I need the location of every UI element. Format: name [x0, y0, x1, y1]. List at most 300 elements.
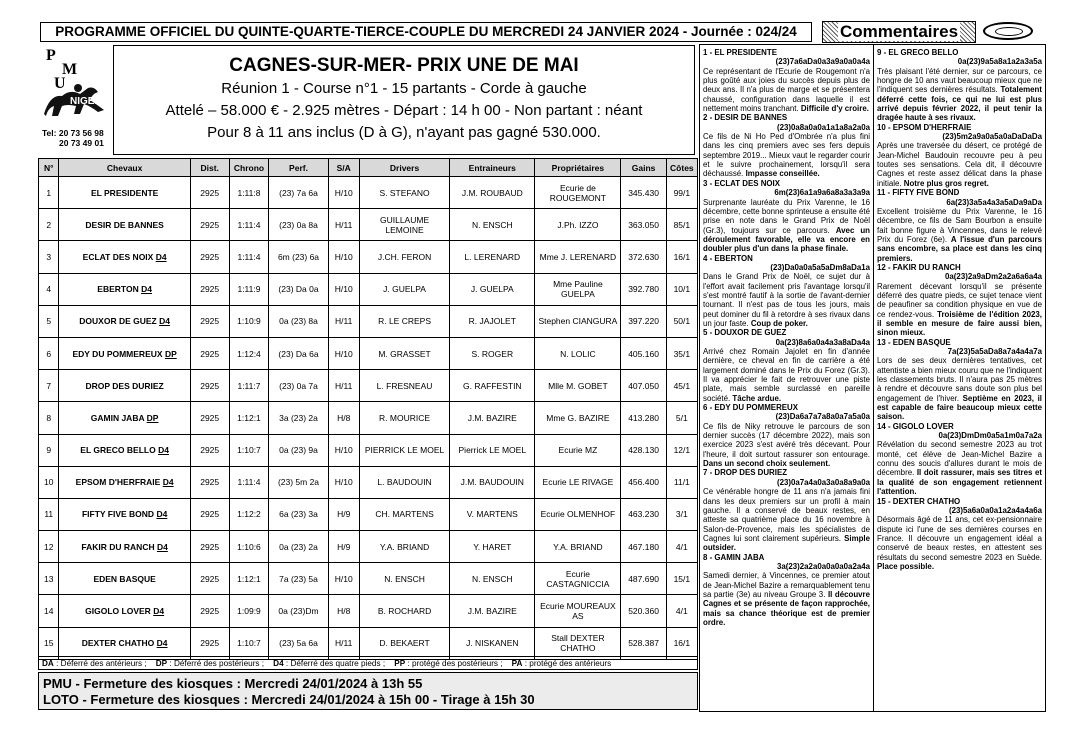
- owner: Ecurie de ROUGEMONT: [535, 177, 621, 209]
- legend-code: PP: [394, 659, 406, 668]
- horse-name: EL PRESIDENTE: [59, 177, 190, 209]
- performance: 6a (23) 3a: [269, 498, 328, 530]
- distance: 2925: [190, 402, 229, 434]
- driver: PIERRICK LE MOEL: [359, 434, 449, 466]
- trainer: V. MARTENS: [450, 498, 535, 530]
- odds: 4/1: [666, 595, 697, 627]
- trainer: J. GUELPA: [450, 273, 535, 305]
- legend-code: PA: [511, 659, 523, 668]
- svg-text:NIGER: NIGER: [70, 96, 102, 107]
- comment-horse: 7 - DROP DES DURIEZ: [703, 468, 788, 478]
- runner-number: 7: [39, 370, 59, 402]
- commentaires-title: Commentaires: [822, 21, 976, 43]
- owner: Stephen CIANGURA: [535, 305, 621, 337]
- odds: 4/1: [666, 531, 697, 563]
- comment-text: Révélation du second semestre 2023 au trot monté, cet élève de Jean-Michel Bazire a connu des soucis d'allures durant le mois de décembre. Il doit rassurer, mais ses titres et la qualité de son engagement retiennent l'attention.: [877, 440, 1042, 497]
- sex-age: H/9: [328, 531, 359, 563]
- odds: 35/1: [666, 337, 697, 369]
- column-header: Propriétaires: [535, 159, 621, 177]
- comment-form-code: 6m(23)6a1a9a6a8a3a3a9a: [774, 188, 870, 198]
- comment-entry: [877, 123, 1042, 188]
- distance: 2925: [190, 241, 229, 273]
- distance: 2925: [190, 434, 229, 466]
- comment-verdict: Impasse conseillée.: [745, 169, 820, 179]
- gains: 520.360: [621, 595, 666, 627]
- comment-text: Ce fils de Ni Ho Ped d'Ombrée n'a plus fini dans les cinq premiers avec ses fers depuis septembre 2019... Mieux vaut le regarder courir et le suivre prochainement, lorsqu'il sera déchaussé. Impasse conseillée.: [703, 132, 870, 179]
- legend-text: : protégé des antérieurs: [522, 659, 612, 668]
- comment-text: Ce vénérable hongre de 11 ans n'a jamais fini dans les deux premiers sur un profil à main gauche. Il a conservé de beaux restes, en atteste sa quatrième place du 16 novembre à Salon-de-Provence, mais les spécialistes de Cagnes lui sont clairement supérieurs. Simple outsider.: [703, 487, 870, 553]
- sex-age: H/10: [328, 563, 359, 595]
- comment-verdict: Dans un second choix seulement.: [703, 459, 831, 469]
- chrono: 1:12:2: [229, 498, 269, 530]
- comments-column-right: [874, 45, 1045, 711]
- odds: 16/1: [666, 241, 697, 273]
- comment-entry: [877, 422, 1042, 497]
- comment-form-code: (23)0a8a0a0a1a1a8a2a0a: [776, 122, 870, 132]
- driver: D. BEKAERT: [359, 627, 449, 659]
- owner: Ecurie OLMENHOF: [535, 498, 621, 530]
- comment-verdict: Difficile d'y croire.: [800, 104, 869, 114]
- odds: 10/1: [666, 273, 697, 305]
- horse-name: GAMIN JABA DP: [59, 402, 190, 434]
- performance: 3a (23) 2a: [269, 402, 328, 434]
- comment-entry: [703, 328, 870, 403]
- chrono: 1:11:4: [229, 466, 269, 498]
- comment-text: Surprenante lauréate du Prix Varenne, le 16 décembre, cette bonne sprinteuse a ensuite été prise en note dans le Grand Prix de Noël (Gr.3), toujours sur ce parcours. Avec un déroulement favorable, elle va encore en doubler plus d'un dans la phase finale.: [703, 197, 871, 254]
- legend-code: DA: [42, 659, 54, 668]
- owner: Y.A. BRIAND: [535, 531, 621, 563]
- odds: 16/1: [666, 627, 697, 659]
- shoeing-tag: DP: [146, 412, 159, 423]
- performance: (23) 5a 6a: [269, 627, 328, 659]
- table-row: [39, 595, 698, 627]
- column-header: Perf.: [269, 159, 328, 177]
- comment-horse: 10 - EPSOM D'HERFRAIE: [877, 122, 972, 132]
- chrono: 1:10:7: [229, 627, 269, 659]
- comment-entry: [877, 188, 1042, 263]
- sex-age: H/10: [328, 434, 359, 466]
- horse-name: DOUXOR DE GUEZ D4: [59, 305, 190, 337]
- comment-horse: 8 - GAMIN JABA: [703, 552, 765, 562]
- runner-number: 9: [39, 434, 59, 466]
- owner: Mme G. BAZIRE: [535, 402, 621, 434]
- comment-horse: 12 - FAKIR DU RANCH: [877, 262, 961, 272]
- comment-text: Samedi dernier, à Vincennes, ce premier atout de Jean-Michel Bazire a remarquablement tenu sa partie (3e) au niveau Groupe 3. Il découvre Cagnes et se présente de façon rapprochée, mais sa chance théorique est de premier ordre.: [703, 571, 870, 627]
- shoeing-tag: D4: [159, 316, 170, 327]
- chrono: 1:12:1: [229, 402, 269, 434]
- table-header-row: [39, 159, 698, 177]
- odds: 12/1: [666, 434, 697, 466]
- shoeing-tag: D4: [156, 541, 168, 552]
- gains: 363.050: [621, 209, 666, 241]
- gains: 467.180: [621, 531, 666, 563]
- comment-verdict: Il découvre Cagnes et se présente de façon rapprochée, mais sa chance théorique est de premier ordre.: [703, 589, 870, 627]
- trainer: J.M. BAZIRE: [450, 595, 535, 627]
- performance: 7a (23) 5a: [269, 563, 328, 595]
- owner: Mme J. LERENARD: [535, 241, 621, 273]
- owner: Ecurie MZ: [535, 434, 621, 466]
- comment-entry: [877, 263, 1042, 338]
- legend-text: : Déferré des postérieurs ;: [167, 659, 267, 668]
- closing-times: [38, 672, 698, 710]
- table-row: [39, 241, 698, 273]
- sex-age: H/9: [328, 498, 359, 530]
- odds: 85/1: [666, 209, 697, 241]
- svg-text:P: P: [46, 47, 56, 64]
- comment-entry: [877, 497, 1042, 572]
- comments-column-left: [700, 45, 874, 711]
- comment-horse: 14 - GIGOLO LOVER: [877, 421, 954, 431]
- performance: (23) 5m 2a: [269, 466, 328, 498]
- trainer: Y. HARET: [450, 531, 535, 563]
- trainer: J. NISKANEN: [450, 627, 535, 659]
- comment-entry: [703, 113, 870, 178]
- comment-entry: [703, 48, 870, 113]
- driver: J. GUELPA: [359, 273, 449, 305]
- runner-number: 15: [39, 627, 59, 659]
- gains: 397.220: [621, 305, 666, 337]
- comment-form-code: 3a(23)2a2a0a0a0a0a2a4a: [776, 561, 870, 571]
- comment-text: Ce représentant de l'Ecurie de Rougemont n'a plus goûté aux joies du succès depuis plus de deux ans. Il n'a plus de marge et se présentera chaussé, configuration dans laquelle il est nettement moins tranchant. Difficile d'y croire.: [703, 66, 870, 114]
- distance: 2925: [190, 305, 229, 337]
- runner-number: 12: [39, 531, 59, 563]
- runner-number: 13: [39, 563, 59, 595]
- comment-form-code: 7a(23)5a5aDa8a7a4a4a7a: [947, 347, 1042, 356]
- runner-number: 4: [39, 273, 59, 305]
- table-row: [39, 177, 698, 209]
- driver: R. LE CREPS: [359, 305, 449, 337]
- comment-text: Désormais âgé de 11 ans, cet ex-pensionnaire dispute ici l'une de ses dernières courses en France. Il découvre un engagement idéal a conservé de beaux restes, en attestent ses résultats du second semestre 2023 en Suède. Place possible.: [877, 515, 1042, 571]
- horse-name: EBERTON D4: [59, 273, 190, 305]
- performance: (23) Da 0a: [269, 273, 328, 305]
- programme-title: PROGRAMME OFFICIEL DU QUINTE-QUARTE-TIERCE-COUPLE DU MERCREDI 24 JANVIER 2024 - Journée : 024/24: [40, 22, 812, 42]
- horse-name: EDEN BASQUE: [59, 563, 190, 595]
- comment-text: Arrivé chez Romain Jajolet en fin d'année dernière, ce cheval en fin de carrière a été largement dominé dans le Prix du Forez (Gr.3). Il va apprécier le fait de retrouver une piste plate, mais semble surclassé en pareille société. Tâche ardue.: [703, 347, 870, 403]
- owner: Mme Pauline GUELPA: [535, 273, 621, 305]
- chrono: 1:11:4: [229, 209, 269, 241]
- trainer: N. ENSCH: [450, 209, 535, 241]
- trainer: J.M. BAUDOUIN: [450, 466, 535, 498]
- runner-number: 2: [39, 209, 59, 241]
- column-header: Chevaux: [59, 159, 190, 177]
- driver: L. BAUDOUIN: [359, 466, 449, 498]
- table-row: [39, 531, 698, 563]
- column-header: N°: [39, 159, 59, 177]
- comment-horse: 6 - EDY DU POMMEREUX: [703, 403, 798, 413]
- comment-form-code: (23)Da0a0a5a5aDm8aDa1a: [770, 262, 870, 272]
- sex-age: H/10: [328, 241, 359, 273]
- comment-horse: 15 - DEXTER CHATHO: [877, 496, 961, 506]
- sex-age: H/8: [328, 402, 359, 434]
- comment-horse: 2 - DESIR DE BANNES: [703, 113, 788, 123]
- trainer: L. LERENARD: [450, 241, 535, 273]
- runner-number: 5: [39, 305, 59, 337]
- horse-name: DESIR DE BANNES: [59, 209, 190, 241]
- comment-entry: [703, 468, 870, 552]
- performance: (23) Da 6a: [269, 337, 328, 369]
- table-row: [39, 498, 698, 530]
- distance: 2925: [190, 209, 229, 241]
- chrono: 1:10:6: [229, 531, 269, 563]
- trainer: N. ENSCH: [450, 563, 535, 595]
- chrono: 1:09:9: [229, 595, 269, 627]
- comment-text: Après une traversée du désert, ce protégé de Jean-Michel Baudouin recouvre peu à peu toutes ses sensations. Cela dit, il découvre Cagnes et reste assez délicat dans la phase initiale. Notre plus gros regret.: [877, 141, 1042, 188]
- owner: Ecurie CASTAGNICCIA: [535, 563, 621, 595]
- comment-verdict: Notre plus gros regret.: [903, 178, 989, 188]
- distance: 2925: [190, 177, 229, 209]
- sex-age: H/11: [328, 209, 359, 241]
- comment-entry: [703, 553, 870, 628]
- chrono: 1:11:8: [229, 177, 269, 209]
- gains: 528.387: [621, 627, 666, 659]
- comment-horse: 3 - ECLAT DES NOIX: [703, 178, 781, 188]
- driver: M. GRASSET: [359, 337, 449, 369]
- sex-age: H/11: [328, 627, 359, 659]
- sex-age: H/10: [328, 466, 359, 498]
- column-header: Dist.: [190, 159, 229, 177]
- odds: 5/1: [666, 402, 697, 434]
- horse-name: GIGOLO LOVER D4: [59, 595, 190, 627]
- comment-entry: [877, 338, 1042, 422]
- runner-number: 6: [39, 337, 59, 369]
- column-header: S/A: [328, 159, 359, 177]
- performance: 0a (23) 2a: [269, 531, 328, 563]
- comment-text: Ce fils de Niky retrouve le parcours de son dernier succès (17 décembre 2022), mais son exercice 2023 s'est avéré très décevant. Pour l'heure, il doit surtout rassurer son entourage. Dans un second choix seulement.: [703, 421, 870, 469]
- performance: (23) 0a 8a: [269, 209, 328, 241]
- comment-verdict: Simple outsider.: [703, 533, 870, 553]
- distance: 2925: [190, 273, 229, 305]
- distance: 2925: [190, 498, 229, 530]
- distance: 2925: [190, 563, 229, 595]
- comment-verdict: Troisième de l'édition 2023, il semble en mesure de faire aussi bien, sinon mieux.: [877, 309, 1042, 338]
- sex-age: H/10: [328, 337, 359, 369]
- comment-form-code: 0a(23)2a9aDm2a2a6a6a4a: [945, 272, 1042, 282]
- comment-form-code: (23)0a7a4a0a3a0a8a9a0a: [776, 477, 870, 487]
- horse-name: FIFTY FIVE BOND D4: [59, 498, 190, 530]
- driver: L. FRESNEAU: [359, 370, 449, 402]
- comment-verdict: A l'issue d'un parcours sans encombre, sa place est dans les cinq premiers.: [877, 234, 1042, 263]
- comment-form-code: (23)5m2a9a0a5a0aDaDaDa: [942, 132, 1042, 142]
- pmu-niger-logo: [40, 44, 110, 126]
- legend-text: : Déferré des quatre pieds ;: [283, 659, 388, 668]
- comment-horse: 5 - DOUXOR DE GUEZ: [703, 328, 787, 338]
- horse-name: EL GRECO BELLO D4: [59, 434, 190, 466]
- odds: 99/1: [666, 177, 697, 209]
- horse-name: EPSOM D'HERFRAIE D4: [59, 466, 190, 498]
- table-row: [39, 209, 698, 241]
- shoeing-tag: D4: [162, 477, 174, 488]
- horse-name: DROP DES DURIEZ: [59, 370, 190, 402]
- runners-table: [38, 158, 698, 660]
- chrono: 1:10:9: [229, 305, 269, 337]
- owner: Stall DEXTER CHATHO: [535, 627, 621, 659]
- horse-name: FAKIR DU RANCH D4: [59, 531, 190, 563]
- driver: N. ENSCH: [359, 563, 449, 595]
- driver: GUILLAUME LEMOINE: [359, 209, 449, 241]
- runner-number: 1: [39, 177, 59, 209]
- performance: 0a (23) 8a: [269, 305, 328, 337]
- shoeing-tag: D4: [156, 509, 168, 520]
- comment-form-code: 0a(23)9a5a8a1a2a3a5a: [957, 57, 1042, 67]
- driver: CH. MARTENS: [359, 498, 449, 530]
- trainer: J.M. BAZIRE: [450, 402, 535, 434]
- trainer: S. ROGER: [450, 337, 535, 369]
- column-header: Drivers: [359, 159, 449, 177]
- horse-name: DEXTER CHATHO D4: [59, 627, 190, 659]
- comment-form-code: 0a(23)DmDm0a5a1m0a7a2a: [938, 431, 1042, 441]
- comment-text: Dans le Grand Prix de Noël, ce sujet dur à l'effort avait facilement pris l'avantage lorsqu'il s'est montré fautif à la sortie de l'avant-dernier tournant. Il n'est pas de tous les jours, mais peut dominer du fil à retordre à ses rivaux dans un jour faste. Coup de poker.: [703, 272, 870, 328]
- chrono: 1:10:7: [229, 434, 269, 466]
- comment-horse: 11 - FIFTY FIVE BOND: [877, 188, 960, 198]
- chrono: 1:12:4: [229, 337, 269, 369]
- gains: 392.780: [621, 273, 666, 305]
- comment-verdict: Avec un déroulement favorable, elle va encore en doubler plus d'un dans la phase finale.: [703, 225, 871, 254]
- comment-horse: 13 - EDEN BASQUE: [877, 337, 951, 347]
- distance: 2925: [190, 531, 229, 563]
- driver: B. ROCHARD: [359, 595, 449, 627]
- driver: J.CH. FERON: [359, 241, 449, 273]
- shoeing-tag: D4: [141, 284, 152, 295]
- comment-verdict: Totalement déferré cette fois, ce qui ne lui est plus arrivé depuis février 2022, il peut tenir la dragée haute à ses rivaux.: [877, 85, 1042, 123]
- race-title: CAGNES-SUR-MER- PRIX UNE DE MAI: [229, 55, 579, 76]
- comment-entry: [877, 48, 1042, 123]
- legend-text: : protégé des postérieurs ;: [405, 659, 505, 668]
- performance: 0a (23) 9a: [269, 434, 328, 466]
- svg-text:U: U: [54, 75, 66, 92]
- shoeing-tag: DP: [164, 348, 177, 359]
- comment-horse: 9 - EL GRECO BELLO: [877, 48, 959, 57]
- comment-verdict: Coup de poker.: [750, 318, 808, 328]
- performance: (23) 7a 6a: [269, 177, 328, 209]
- trainer: J.M. ROUBAUD: [450, 177, 535, 209]
- gains: 407.050: [621, 370, 666, 402]
- runner-number: 11: [39, 498, 59, 530]
- sex-age: H/11: [328, 305, 359, 337]
- shoeing-tag: D4: [156, 638, 168, 649]
- driver: R. MOURICE: [359, 402, 449, 434]
- odds: 11/1: [666, 466, 697, 498]
- distance: 2925: [190, 595, 229, 627]
- sex-age: H/10: [328, 273, 359, 305]
- column-header: Chrono: [229, 159, 269, 177]
- distance: 2925: [190, 466, 229, 498]
- loto-closing: LOTO - Fermeture des kiosques : Mercredi 24/01/2024 à 15h 00 - Tirage à 15h 30: [43, 692, 535, 707]
- gains: 487.690: [621, 563, 666, 595]
- trainer: Pierrick LE MOEL: [450, 434, 535, 466]
- comment-entry: [703, 254, 870, 329]
- owner: J.Ph. IZZO: [535, 209, 621, 241]
- race-line-1: Réunion 1 - Course n°1 - 15 partants - Corde à gauche: [221, 80, 587, 97]
- comment-entry: [703, 403, 870, 468]
- performance: 0a (23)Dm: [269, 595, 328, 627]
- sex-age: H/8: [328, 595, 359, 627]
- distance: 2925: [190, 627, 229, 659]
- distance: 2925: [190, 370, 229, 402]
- race-header: [113, 45, 695, 155]
- table-row: [39, 370, 698, 402]
- sex-age: H/10: [328, 177, 359, 209]
- comment-form-code: 0a(23)8a6a0a4a3a8aDa4a: [775, 337, 870, 347]
- runner-number: 14: [39, 595, 59, 627]
- legend-bar: [38, 656, 698, 670]
- comment-verdict: Tâche ardue.: [732, 393, 782, 403]
- chrono: 1:12:1: [229, 563, 269, 595]
- svg-text:M: M: [62, 61, 78, 78]
- comment-entry: [703, 179, 870, 254]
- driver: S. STEFANO: [359, 177, 449, 209]
- odds: 15/1: [666, 563, 697, 595]
- owner: Ecurie MOUREAUX AS: [535, 595, 621, 627]
- distance: 2925: [190, 337, 229, 369]
- comment-form-code: 6a(23)3a5a4a3a5aDa9aDa: [946, 197, 1042, 207]
- odds: 45/1: [666, 370, 697, 402]
- table-row: [39, 627, 698, 659]
- sex-age: H/11: [328, 370, 359, 402]
- comment-text: Lors de ses deux dernières tentatives, cet attentiste a bien mieux couru que ne l'indiquent les classements bruts. Il n'aura pas 25 mètres à rendre et découvre sans doute son plus bel engagement de l'hiver. Septième en 2023, il est capable de faire beaucoup mieux cette saison.: [877, 356, 1042, 422]
- gains: 405.160: [621, 337, 666, 369]
- shoeing-tag: D4: [153, 606, 165, 617]
- comments-panel: [699, 44, 1046, 712]
- column-header: Côtes: [666, 159, 697, 177]
- horse-name: ECLAT DES NOIX D4: [59, 241, 190, 273]
- legend-code: D4: [273, 659, 284, 668]
- comment-horse: 4 - EBERTON: [703, 253, 753, 263]
- comment-verdict: Septième en 2023, il est capable de faire beaucoup mieux cette saison.: [877, 393, 1042, 422]
- horse-name: EDY DU POMMEREUX DP: [59, 337, 190, 369]
- lottery-ball-icon: [983, 22, 1033, 40]
- table-row: [39, 434, 698, 466]
- gains: 463.230: [621, 498, 666, 530]
- runner-number: 8: [39, 402, 59, 434]
- chrono: 1:11:7: [229, 370, 269, 402]
- owner: N. LOLIC: [535, 337, 621, 369]
- owner: Mlle M. GOBET: [535, 370, 621, 402]
- performance: (23) 0a 7a: [269, 370, 328, 402]
- gains: 345.430: [621, 177, 666, 209]
- runner-number: 3: [39, 241, 59, 273]
- driver: Y.A. BRIAND: [359, 531, 449, 563]
- comment-text: Rarement décevant lorsqu'il se présente déferré des quatre pieds, ce sujet tenace vient de peaufiner sa condition physique en vue de ce rendez-vous. Troisième de l'édition 2023, il semble en mesure de faire aussi bien, sinon mieux.: [877, 281, 1042, 338]
- gains: 456.400: [621, 466, 666, 498]
- comment-form-code: (23)Da6a7a7a8a0a7a5a0a: [775, 412, 870, 422]
- table-row: [39, 466, 698, 498]
- column-header: Entraineurs: [450, 159, 535, 177]
- pmu-closing: PMU - Fermeture des kiosques : Mercredi 24/01/2024 à 13h 55: [43, 676, 423, 691]
- telephone-block: Tel: 20 73 56 98 20 73 49 01: [42, 128, 104, 148]
- odds: 50/1: [666, 305, 697, 337]
- table-row: [39, 305, 698, 337]
- table-row: [39, 273, 698, 305]
- gains: 428.130: [621, 434, 666, 466]
- legend-text: : Déferré des antérieurs ;: [53, 659, 149, 668]
- comment-horse: 1 - EL PRESIDENTE: [703, 48, 777, 57]
- odds: 3/1: [666, 498, 697, 530]
- comment-form-code: (23)5a6a0a0a1a2a4a4a6a: [948, 505, 1042, 515]
- trainer: R. JAJOLET: [450, 305, 535, 337]
- table-row: [39, 563, 698, 595]
- comment-text: Très plaisant l'été dernier, sur ce parcours, ce hongre de 10 ans vaut beaucoup mieux que ne l'indiquent ses dernières résultats. Totalement déferré cette fois, ce qui ne lui est plus arrivé depuis février 2022, il peut tenir la dragée haute à ses rivaux.: [877, 66, 1042, 123]
- trainer: G. RAFFESTIN: [450, 370, 535, 402]
- owner: Ecurie LE RIVAGE: [535, 466, 621, 498]
- runner-number: 10: [39, 466, 59, 498]
- chrono: 1:11:4: [229, 241, 269, 273]
- performance: 6m (23) 6a: [269, 241, 328, 273]
- comment-verdict: Il doit rassurer, mais ses titres et la qualité de son engagement retiennent l'attention.: [877, 468, 1042, 497]
- column-header: Gains: [621, 159, 666, 177]
- comment-verdict: Place possible.: [877, 561, 935, 571]
- legend-code: DP: [155, 659, 168, 668]
- gains: 413.280: [621, 402, 666, 434]
